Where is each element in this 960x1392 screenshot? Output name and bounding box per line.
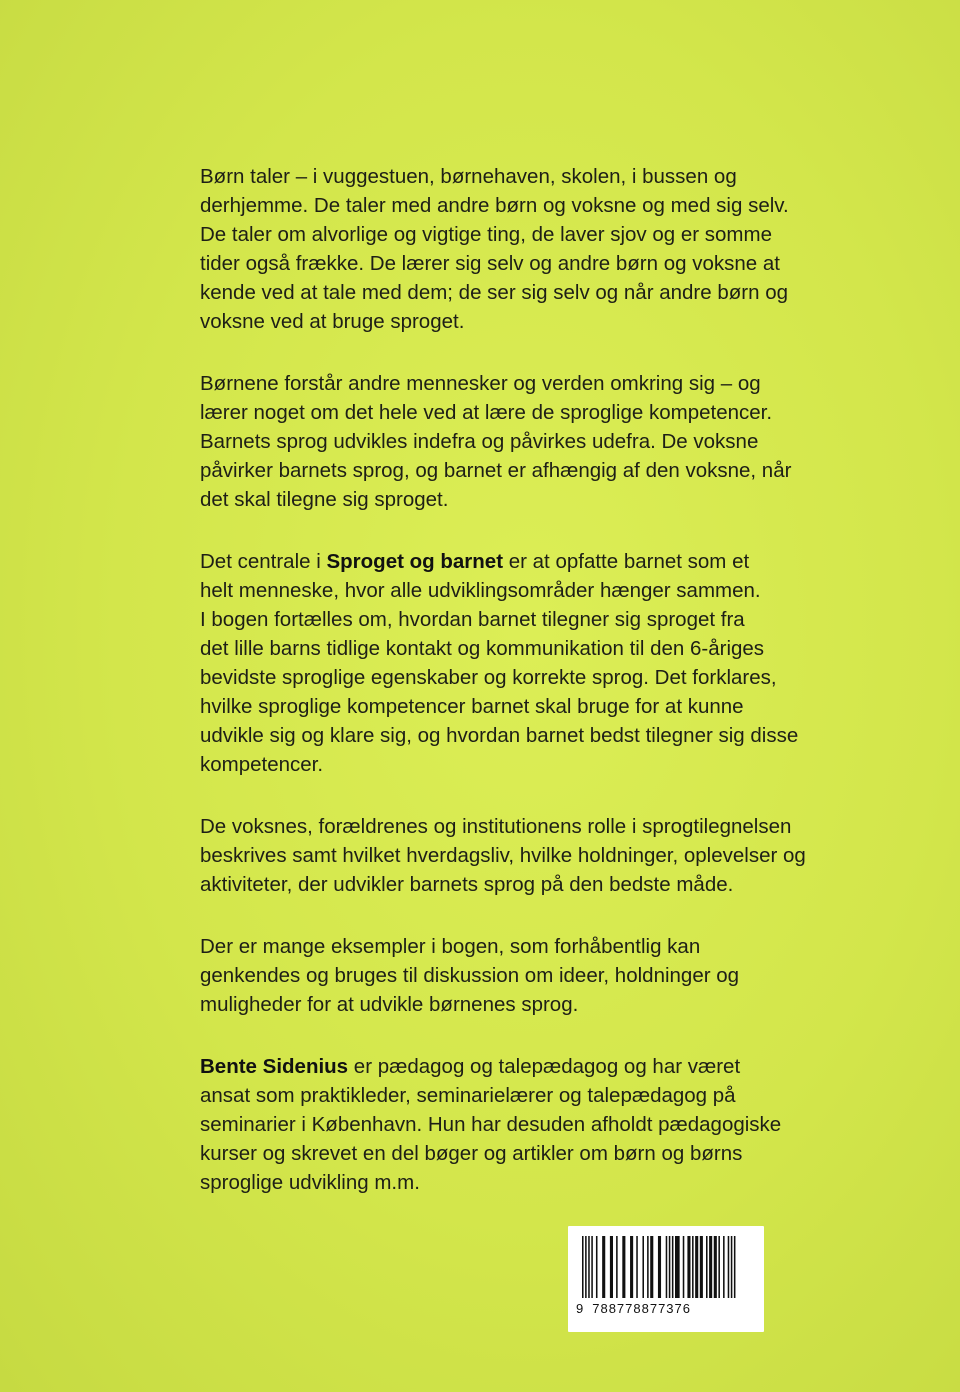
text-line: Børn taler – i vuggestuen, børnehaven, skolen, i bussen og bbox=[200, 165, 737, 188]
text-line: bevidste sproglige egenskaber og korrekte sprog. Det forklares, bbox=[200, 666, 777, 689]
barcode-bar bbox=[602, 1236, 605, 1298]
barcode-bar bbox=[700, 1236, 703, 1298]
barcode-digits: 788778877376 bbox=[592, 1301, 691, 1316]
barcode-bar bbox=[585, 1236, 587, 1298]
text-line: De taler om alvorlige og vigtige ting, de laver sjov og er somme bbox=[200, 223, 772, 246]
barcode-bar bbox=[630, 1236, 633, 1298]
text-line: helt menneske, hvor alle udviklingsområder hænger sammen. bbox=[200, 579, 761, 602]
paragraph-1 bbox=[200, 162, 860, 336]
paragraph-3 bbox=[200, 547, 860, 779]
barcode-bar bbox=[666, 1236, 668, 1298]
barcode-bar bbox=[723, 1236, 725, 1298]
text-line: derhjemme. De taler med andre børn og voksne og med sig selv. bbox=[200, 194, 789, 217]
paragraph-5 bbox=[200, 932, 860, 1019]
blurb-text bbox=[200, 162, 860, 1230]
barcode-bar bbox=[669, 1236, 671, 1298]
barcode-bar bbox=[616, 1236, 618, 1298]
text-line: kompetencer. bbox=[200, 753, 324, 776]
text-line: De voksnes, forældrenes og institutionens rolle i sprogtilegnelsen bbox=[200, 815, 792, 838]
barcode-bar bbox=[714, 1236, 717, 1298]
barcode-bars bbox=[582, 1236, 750, 1308]
text-line: voksne ved at bruge sproget. bbox=[200, 310, 465, 333]
barcode-bar bbox=[588, 1236, 590, 1298]
barcode-bar bbox=[675, 1236, 680, 1298]
barcode-bar bbox=[642, 1236, 644, 1298]
isbn-barcode bbox=[568, 1226, 764, 1332]
barcode-bar bbox=[734, 1236, 736, 1298]
text-line: aktiviteter, der udvikler barnets sprog på den bedste måde. bbox=[200, 873, 734, 896]
paragraph-2 bbox=[200, 369, 860, 514]
text-line: hvilke sproglige kompetencer barnet skal bruge for at kunne bbox=[200, 695, 744, 718]
text-line: lærer noget om det hele ved at lære de sproglige kompetencer. bbox=[200, 401, 773, 424]
barcode-bar bbox=[650, 1236, 653, 1298]
text-line: sproglige udvikling m.m. bbox=[200, 1171, 420, 1194]
barcode-bar bbox=[709, 1236, 712, 1298]
text-line: genkendes og bruges til diskussion om ideer, holdninger og bbox=[200, 964, 740, 987]
barcode-first-digit: 9 bbox=[576, 1301, 585, 1316]
author-name: Bente Sidenius bbox=[200, 1055, 349, 1078]
text-line: ansat som praktikleder, seminarielærer og talepædagog på bbox=[200, 1084, 736, 1107]
text-line bbox=[200, 1052, 860, 1081]
barcode-bar bbox=[658, 1236, 661, 1298]
barcode-bar bbox=[687, 1236, 690, 1298]
barcode-bar bbox=[683, 1236, 685, 1298]
text-line: tider også frække. De lærer sig selv og andre børn og voksne at bbox=[200, 252, 780, 275]
text-line: kende ved at tale med dem; de ser sig selv og når andre børn og bbox=[200, 281, 789, 304]
text-line: beskrives samt hvilket hverdagsliv, hvilke holdninger, oplevelser og bbox=[200, 844, 806, 867]
paragraph-4 bbox=[200, 812, 860, 899]
barcode-number bbox=[576, 1301, 691, 1316]
barcode-bar bbox=[718, 1236, 720, 1298]
barcode-bar bbox=[672, 1236, 674, 1298]
text-line: det lille barns tidlige kontakt og kommunikation til den 6-åriges bbox=[200, 637, 765, 660]
barcode-bar bbox=[610, 1236, 613, 1298]
barcode-bar bbox=[692, 1236, 694, 1298]
text-run: Det centrale i bbox=[200, 550, 327, 573]
barcode-bar bbox=[622, 1236, 625, 1298]
text-line: kurser og skrevet en del bøger og artikler om børn og børns bbox=[200, 1142, 743, 1165]
text-line: I bogen fortælles om, hvordan barnet tilegner sig sproget fra bbox=[200, 608, 745, 631]
text-line: påvirker barnets sprog, og barnet er afhængig af den voksne, når bbox=[200, 459, 792, 482]
barcode-bar bbox=[582, 1236, 584, 1298]
text-run: er pædagog og talepædagog og har været bbox=[348, 1055, 741, 1078]
barcode-bar bbox=[647, 1236, 649, 1298]
barcode-bar bbox=[731, 1236, 733, 1298]
barcode-bar bbox=[706, 1236, 708, 1298]
barcode-bar bbox=[728, 1236, 730, 1298]
barcode-bar bbox=[636, 1236, 638, 1298]
book-title-mention: Sproget og barnet bbox=[326, 550, 504, 573]
text-line: det skal tilegne sig sproget. bbox=[200, 488, 449, 511]
barcode-bar bbox=[591, 1236, 593, 1298]
text-line: muligheder for at udvikle børnenes sprog. bbox=[200, 993, 579, 1016]
text-run: er at opfatte barnet som et bbox=[503, 550, 750, 573]
text-line bbox=[200, 547, 860, 576]
text-line: Børnene forstår andre mennesker og verden omkring sig – og bbox=[200, 372, 761, 395]
barcode-bar bbox=[596, 1236, 598, 1298]
text-line: Der er mange eksempler i bogen, som forhåbentlig kan bbox=[200, 935, 701, 958]
author-bio bbox=[200, 1052, 860, 1197]
text-line: udvikle sig og klare sig, og hvordan barnet bedst tilegner sig disse bbox=[200, 724, 799, 747]
text-line: Barnets sprog udvikles indefra og påvirkes udefra. De voksne bbox=[200, 430, 759, 453]
barcode-bar bbox=[695, 1236, 698, 1298]
text-line: seminarier i København. Hun har desuden afholdt pædagogiske bbox=[200, 1113, 782, 1136]
